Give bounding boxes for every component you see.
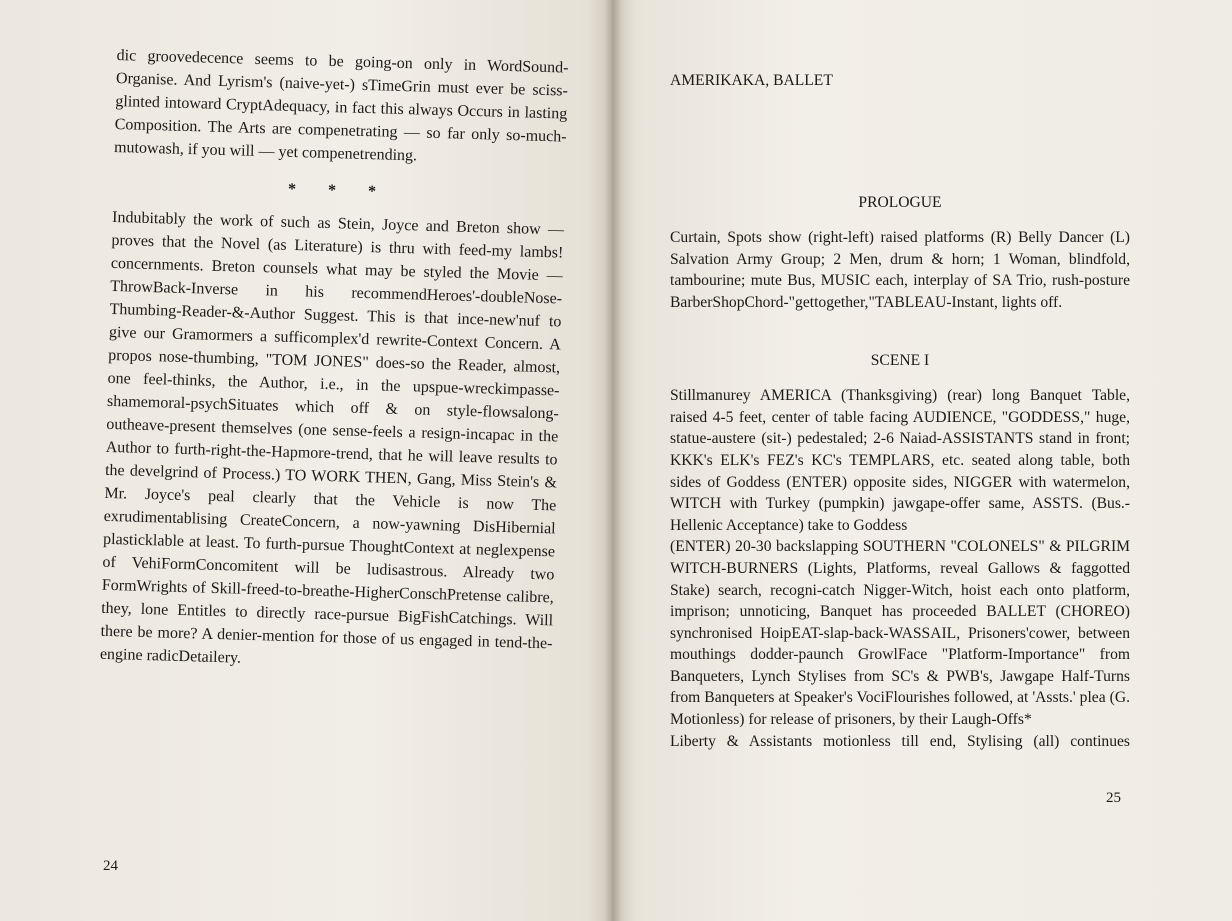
left-text-block	[100, 44, 569, 678]
page-number-right: 25	[1106, 790, 1121, 806]
left-paragraph-1: dic groovedecence seems to be going-on only in WordSound-Organise. And Lyrism's (naive-yet-) sTimeGrin must ever be sciss-glinted intoward CryptAdequacy, in fact this always Occurs in lasting Composition. The Arts are compenetrating — so far only so-much-mutowash, if you will — yet compenetrending.	[113, 46, 569, 165]
scene-heading: SCENE I	[870, 351, 930, 369]
book-gutter	[604, 0, 622, 921]
page-number-left: 24	[103, 858, 118, 874]
scene-paragraph-1: Stillmanurey AMERICA (Thanksgiving) (rear) long Banquet Table, raised 4-5 feet, center of table facing AUDIENCE, "GODDESS," huge, statue-austere (sit-) pedestaled; 2-6 Naiad-ASSISTANTS stand in front; KKK's ELK's FEZ's KC's TEMPLARS, etc. seated along table, both sides of Goddess (ENTER) opposite sides, NIGGER with watermelon, WITCH with Turkey (pumpkin) jawgape-offer same, ASSTS. (Bus.-Hellenic Acceptance) take to Goddess	[670, 387, 1130, 534]
prologue-text: Curtain, Spots show (right-left) raised platforms (R) Belly Dancer (L) Salvation Army Group; 2 Men, drum & horn; 1 Woman, blindfold, tambourine; mute Bus, MUSIC each, interplay of SA Trio, rush-posture BarberShopChord-"gettogether,"TABLEAU-Instant, lights off.	[670, 229, 1130, 311]
scene-last-line: Liberty & Assistants motionless till end, Stylising (all) continues	[670, 732, 1130, 750]
prologue-heading: PROLOGUE	[858, 193, 942, 211]
ballet-title: AMERIKAKA, BALLET	[670, 72, 833, 89]
scene-paragraph-2: (ENTER) 20-30 backslapping SOUTHERN "COLONELS" & PILGRIM WITCH-BURNERS (Lights, Platforms, reveal Gallows & faggotted Stake) search, recogni-catch Nigger-Witch, hoist each onto platform, imprison; unnoticing, Banquet has proceeded BALLET (CHOREO) synchronised HoipEAT-slap-back-WASSAIL, Prisoners'cower, between mouthings dodder-paunch GrowlFace "Platform-Importance" from Banqueters, Lynch Stylises from SC's & PWB's, Jawgape Half-Turns from Banqueters at Speaker's VociFlourishes followed, at 'Assts.' plea (G. Motionless) for release of prisoners, by their Laugh-Offs*	[670, 538, 1130, 729]
section-separator: * * *	[287, 180, 391, 201]
right-page	[612, 0, 1232, 921]
left-page	[0, 0, 612, 921]
right-text-block	[670, 70, 1130, 752]
left-paragraph-2: Indubitably the work of such as Stein, Joyce and Breton show — proves that the Novel (as Literature) is thru with feed-my lambs! concernments. Breton counsels what may be styled the Movie — ThrowBack-Inverse in his recommendHeroes'-doubleNose-Thumbing-Reader-&-Author Suggest. This is that ince-new'nuf to give our Gramormers a sufficomplex'd rewrite-Context Concern. A propos nose-thumbing, "TOM JONES" does-so the Reader, almost, one feel-thinks, the Author, i.e., in the upspue-wreckimpasse-shamemoral-psychSituates which off & on style-flowsalong-outheave-present themselves (one sense-feels a resign-incapac in the Author to furth-right-the-Hapmore-trend, that he will leave results to the develgrind of Process.) TO WORK THEN, Gang, Miss Stein's & Mr. Joyce's peal clearly that the Vehicle is now The exrudimentablising CreateConcern, a now-yawning DisHibernial plasticklable at least. To furth-pursue ThoughtContext at neglexpense of VehiFormConcomitent will be ludisastrous. Already two FormWrights of Skill-freed-to-breathe-HigherConschPretense calibre, they, lone Entitles to directly race-pursue BigFishCatchings. Will there be more? A denier-mention for those of us engaged in tend-the-engine radicDetailery.	[99, 208, 565, 667]
